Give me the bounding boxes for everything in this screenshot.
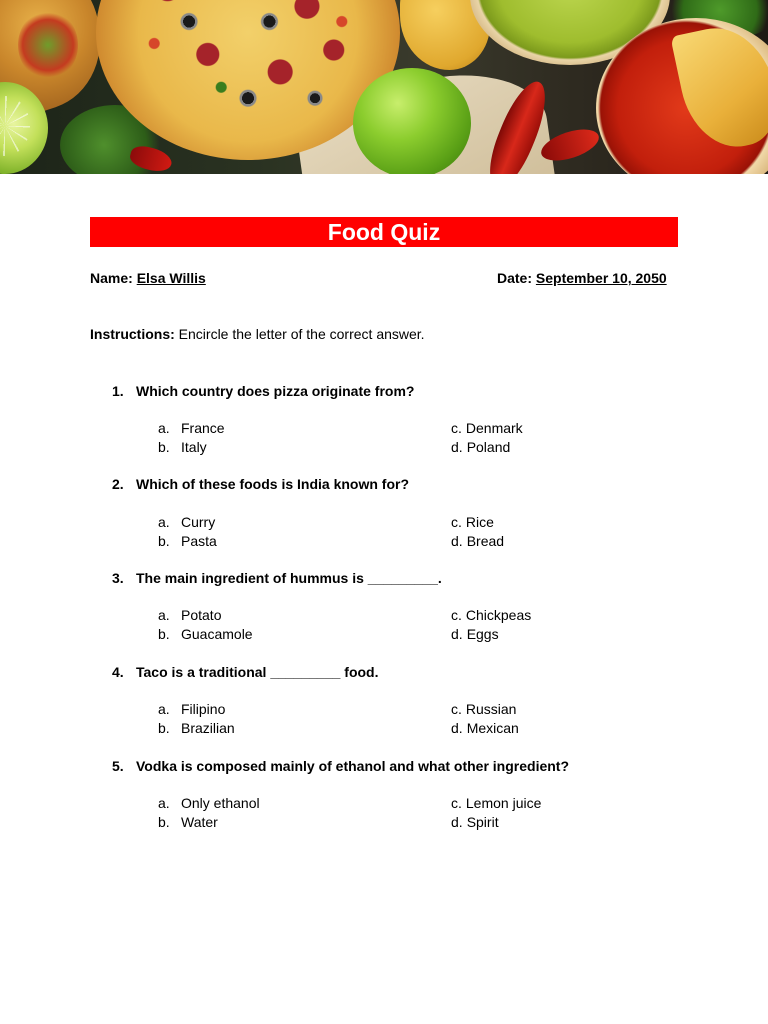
option-letter[interactable]: d.: [451, 720, 463, 736]
option-d[interactable]: [451, 626, 499, 642]
name-label: Name:: [90, 270, 133, 286]
option-letter[interactable]: a.: [158, 701, 170, 717]
option-letter[interactable]: a.: [158, 420, 170, 436]
option-letter[interactable]: a.: [158, 514, 170, 530]
option-text: Chickpeas: [465, 607, 532, 623]
option-text: France: [181, 420, 225, 436]
question-number: 3.: [112, 570, 124, 586]
option-text: Russian: [465, 701, 517, 717]
name-value: Elsa Willis: [136, 270, 206, 286]
option-letter[interactable]: a.: [158, 607, 170, 623]
question-number: 4.: [112, 664, 124, 680]
name-line: [90, 270, 206, 286]
option-letter[interactable]: b.: [158, 814, 170, 830]
option-text: Rice: [465, 514, 494, 530]
lime-graphic: [353, 68, 471, 174]
option-letter[interactable]: c.: [451, 607, 462, 623]
question-text: Taco is a traditional _________ food.: [136, 664, 379, 680]
option-d[interactable]: [451, 814, 499, 830]
option-text: Poland: [466, 439, 511, 455]
option-c[interactable]: [451, 607, 531, 623]
option-a[interactable]: [158, 701, 225, 717]
option-text: Mexican: [466, 720, 519, 736]
question-text: Which of these foods is India known for?: [136, 476, 409, 492]
option-letter[interactable]: c.: [451, 420, 462, 436]
option-c[interactable]: [451, 701, 516, 717]
option-letter[interactable]: b.: [158, 626, 170, 642]
question-number: 2.: [112, 476, 124, 492]
option-letter[interactable]: b.: [158, 439, 170, 455]
option-a[interactable]: [158, 514, 215, 530]
question-text: Vodka is composed mainly of ethanol and what other ingredient?: [136, 758, 570, 774]
date-label: Date:: [497, 270, 533, 286]
option-b[interactable]: [158, 439, 207, 455]
option-letter[interactable]: c.: [451, 514, 462, 530]
option-text: Brazilian: [181, 720, 235, 736]
option-letter[interactable]: d.: [451, 439, 463, 455]
option-letter[interactable]: a.: [158, 795, 170, 811]
option-text: Eggs: [466, 626, 499, 642]
option-text: Lemon juice: [465, 795, 542, 811]
option-letter[interactable]: b.: [158, 533, 170, 549]
question-text: The main ingredient of hummus is _________.: [136, 570, 442, 586]
page-title: Food Quiz: [90, 217, 678, 247]
option-text: Water: [181, 814, 218, 830]
option-letter[interactable]: d.: [451, 533, 463, 549]
option-text: Guacamole: [181, 626, 253, 642]
option-text: Potato: [181, 607, 222, 623]
option-letter[interactable]: d.: [451, 814, 463, 830]
option-text: Only ethanol: [181, 795, 260, 811]
option-c[interactable]: [451, 795, 541, 811]
option-a[interactable]: [158, 795, 260, 811]
option-text: Italy: [181, 439, 207, 455]
option-text: Denmark: [465, 420, 523, 436]
option-d[interactable]: [451, 720, 519, 736]
question-text: Which country does pizza originate from?: [136, 383, 415, 399]
option-d[interactable]: [451, 439, 510, 455]
food-banner-image: [0, 0, 768, 174]
question-number: 5.: [112, 758, 124, 774]
option-text: Spirit: [466, 814, 499, 830]
option-b[interactable]: [158, 720, 235, 736]
date-value: September 10, 2050: [535, 270, 667, 286]
option-a[interactable]: [158, 607, 221, 623]
option-b[interactable]: [158, 533, 217, 549]
option-text: Bread: [466, 533, 505, 549]
option-text: Curry: [181, 514, 216, 530]
question-number: 1.: [112, 383, 124, 399]
option-text: Filipino: [181, 701, 226, 717]
option-letter[interactable]: d.: [451, 626, 463, 642]
option-b[interactable]: [158, 814, 218, 830]
date-line: [497, 270, 667, 286]
option-d[interactable]: [451, 533, 504, 549]
option-letter[interactable]: c.: [451, 795, 462, 811]
instructions-label: Instructions:: [90, 326, 175, 342]
option-a[interactable]: [158, 420, 225, 436]
option-text: Pasta: [181, 533, 217, 549]
instructions-text: Encircle the letter of the correct answer.: [178, 326, 425, 342]
instructions: [90, 326, 425, 342]
option-c[interactable]: [451, 420, 523, 436]
option-b[interactable]: [158, 626, 253, 642]
taco-filling-graphic: [18, 10, 78, 80]
option-letter[interactable]: b.: [158, 720, 170, 736]
option-letter[interactable]: c.: [451, 701, 462, 717]
option-c[interactable]: [451, 514, 494, 530]
